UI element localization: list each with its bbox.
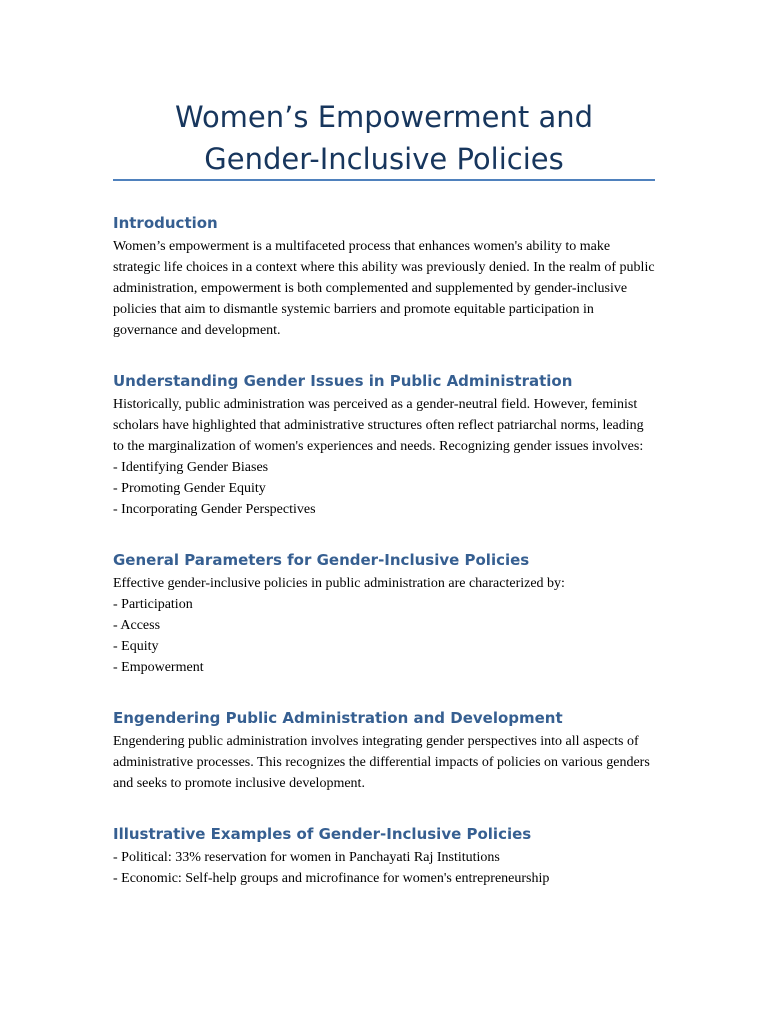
bullet-list: [113, 847, 658, 889]
section-paragraph: Effective gender-inclusive policies in public administration are characterized by:: [113, 576, 565, 591]
list-item: - Access: [113, 618, 161, 633]
bullet-list: [113, 457, 658, 520]
title-divider: [113, 179, 655, 181]
section-heading: Introduction: [113, 214, 218, 232]
section-engendering-public-administration: [113, 707, 658, 794]
section-paragraph: Historically, public administration was perceived as a gender-neutral field. However, feminist scholars have highlighted that administrative structures often reflect patriarchal norms, leading to the marginalization of women's experiences and needs. Recognizing gender issues involves:: [113, 397, 644, 454]
section-paragraph: Women’s empowerment is a multifaceted process that enhances women's ability to make strategic life choices in a context where this ability was previously denied. In the realm of public administration, empowerment is both complemented and supplemented by gender-inclusive policies that aim to dismantle systemic barriers and promote equitable participation in governance and development.: [113, 239, 655, 338]
bullet-list: [113, 594, 658, 678]
section-introduction: [113, 212, 658, 341]
section-heading: General Parameters for Gender-Inclusive Policies: [113, 551, 530, 569]
section-paragraph: Engendering public administration involves integrating gender perspectives into all aspects of administrative processes. This recognizes the differential impacts of policies on various genders and seeks to promote inclusive development.: [113, 734, 650, 791]
list-item: - Empowerment: [113, 660, 204, 675]
list-item: - Equity: [113, 639, 159, 654]
list-item: - Incorporating Gender Perspectives: [113, 502, 316, 517]
section-general-parameters: [113, 549, 658, 678]
section-heading: Understanding Gender Issues in Public Administration: [113, 372, 573, 390]
section-heading: Engendering Public Administration and Development: [113, 709, 563, 727]
list-item: - Participation: [113, 597, 193, 612]
document-body: [113, 212, 658, 918]
document-title: Women’s Empowerment and Gender-Inclusive Policies: [174, 100, 594, 176]
list-item: - Promoting Gender Equity: [113, 481, 266, 496]
section-heading: Illustrative Examples of Gender-Inclusive Policies: [113, 825, 532, 843]
list-item: - Identifying Gender Biases: [113, 460, 269, 475]
list-item: - Economic: Self-help groups and microfinance for women's entrepreneurship: [113, 871, 550, 886]
section-illustrative-examples: [113, 823, 658, 889]
list-item: - Political: 33% reservation for women in Panchayati Raj Institutions: [113, 850, 500, 865]
section-understanding-gender-issues: [113, 370, 658, 520]
